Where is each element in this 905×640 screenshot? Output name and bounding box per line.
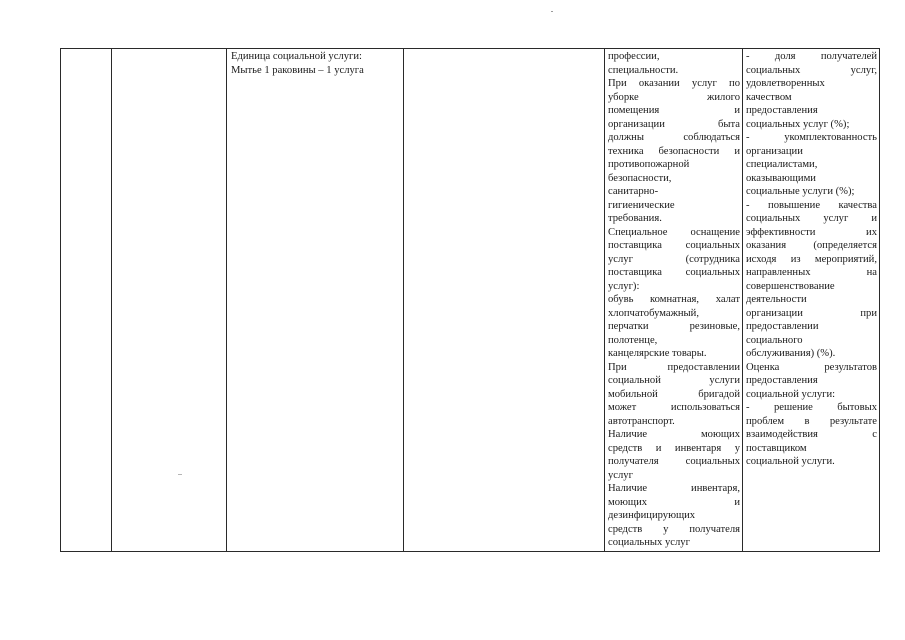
text-line: социальных услуг (608, 537, 690, 548)
text-line: предоставления (746, 375, 818, 386)
text-line: гигиенические (608, 199, 675, 211)
quality-indicators-cell (743, 49, 880, 552)
text-line: совершенствование (746, 280, 835, 292)
text-line: социальных услуг, (746, 64, 877, 76)
quality-indicators-text (743, 49, 879, 469)
text-line: помещения и (608, 105, 740, 116)
text-line: противопожарной (608, 159, 690, 170)
text-line: социальные услуги (%); (746, 186, 855, 197)
text-line: уборке жилого (608, 91, 740, 103)
text-line: безопасности, (608, 172, 672, 184)
text-line: проблем в результате (746, 415, 877, 427)
text-line: обслуживания) (%). (746, 348, 836, 359)
text-line: канцелярские товары. (608, 348, 707, 359)
text-line: моющих и (608, 496, 740, 508)
text-line: При предоставлении (608, 361, 740, 373)
text-line: - укомплектованность (746, 132, 877, 143)
text-line: организации (746, 145, 803, 157)
text-line: предоставлении (746, 321, 819, 332)
text-line: оказания (определяется (746, 240, 877, 251)
text-line: Оценка результатов (746, 361, 877, 373)
text-line: социальной услуги: (746, 388, 836, 400)
text-line: оказывающими (746, 172, 816, 184)
number-cell (61, 49, 112, 552)
service-description-cell (227, 49, 404, 552)
text-line: профессии, (608, 51, 660, 62)
text-line: мобильной бригадой (608, 388, 740, 400)
text-line: качеством (746, 91, 792, 103)
text-line: может использоваться (608, 402, 740, 413)
text-line: социальных услуг (%); (746, 118, 850, 130)
service-conditions-cell (605, 49, 743, 552)
text-line: Единица социальной услуги: (231, 51, 362, 62)
text-line: предоставления (746, 105, 818, 116)
text-line: Наличие моющих (608, 429, 740, 440)
text-line: поставщиком (746, 442, 807, 454)
text-line: Специальное оснащение (608, 226, 740, 238)
text-line: - решение бытовых (746, 402, 877, 413)
text-line: должны соблюдаться (608, 132, 740, 143)
text-line: средств и инвентаря у (608, 442, 740, 454)
text-line: поставщика социальных (608, 240, 740, 251)
text-line: социальных услуг и (746, 213, 877, 224)
text-line: услуг): (608, 280, 640, 292)
text-line: исходя из мероприятий, (746, 253, 877, 265)
text-line: специальности. (608, 64, 679, 76)
text-line: направленных на (746, 267, 877, 278)
text-line: деятельности (746, 294, 807, 305)
text-line: социальной услуги (608, 375, 740, 386)
scan-speck (551, 11, 553, 12)
text-line: перчатки резиновые, (608, 321, 740, 332)
text-line: Наличие инвентаря, (608, 483, 740, 494)
text-line: При оказании услуг по (608, 78, 740, 89)
services-standard-table (60, 48, 880, 552)
text-line: требования. (608, 213, 662, 224)
text-line: социального (746, 334, 803, 346)
text-line: эффективности их (746, 226, 877, 238)
text-line: техника безопасности и (608, 145, 740, 157)
text-line: социальной услуги. (746, 456, 835, 467)
text-line: специалистами, (746, 159, 818, 170)
text-line: Мытье 1 раковины – 1 услуга (231, 64, 364, 76)
text-line: - доля получателей (746, 51, 877, 62)
text-line: взаимодействия с (746, 429, 877, 440)
text-line: поставщика социальных (608, 267, 740, 278)
service-period-cell (404, 49, 605, 552)
text-line: автотранспорт. (608, 415, 675, 427)
text-line: полотенце, (608, 334, 658, 346)
text-line: услуг (608, 469, 633, 481)
service-conditions-text (605, 49, 742, 550)
text-line: хлопчатобумажный, (608, 307, 699, 319)
text-line: дезинфицирующих (608, 510, 696, 521)
text-line: санитарно- (608, 186, 659, 197)
text-line: средств у получателя (608, 523, 740, 535)
service-name-cell (112, 49, 227, 552)
service-unit-text (227, 49, 403, 77)
text-line: услуг (сотрудника (608, 253, 740, 265)
table-row (61, 49, 880, 552)
text-line: организации при (746, 307, 877, 319)
text-line: получателя социальных (608, 456, 740, 467)
text-line: организации быта (608, 118, 740, 130)
text-line: - повышение качества (746, 199, 877, 211)
text-line: обувь комнатная, халат (608, 294, 740, 305)
text-line: удовлетворенных (746, 78, 825, 89)
